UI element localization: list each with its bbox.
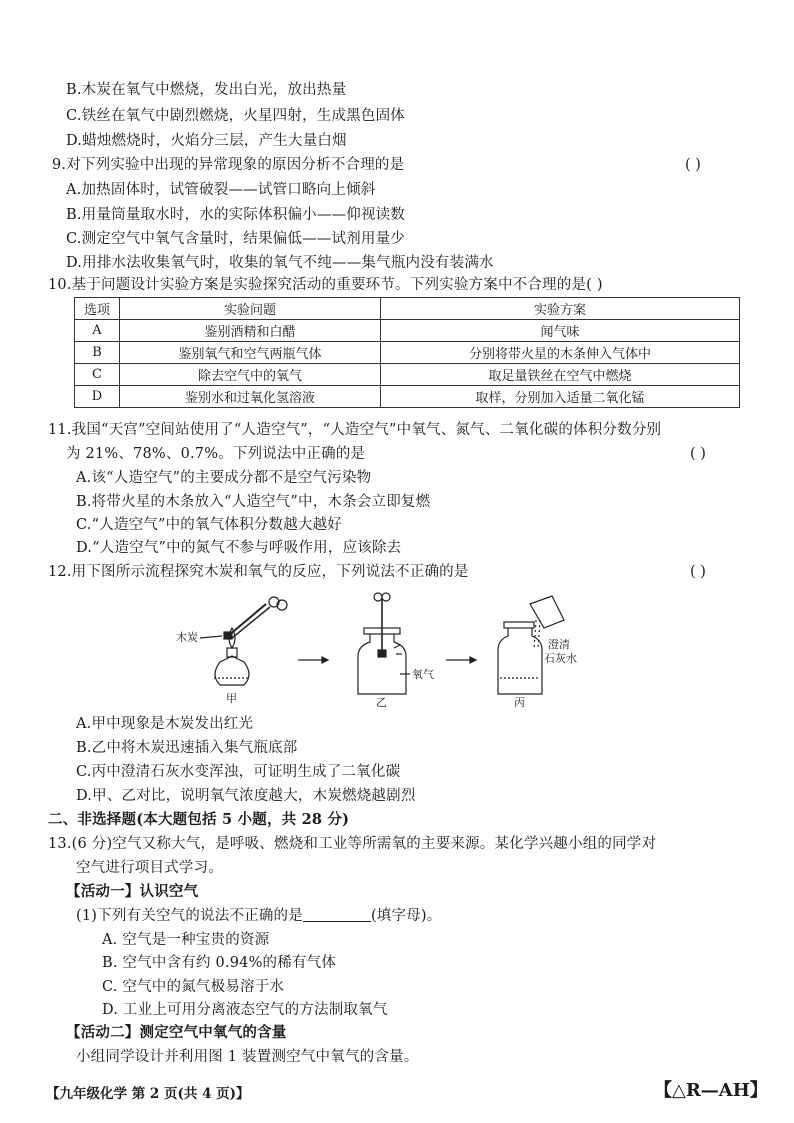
table-row bbox=[75, 364, 740, 386]
table-cell: 鉴别氧气和空气两瓶气体 bbox=[120, 342, 381, 364]
q11-option-a: A.该“人造空气”的主要成分都不是空气污染物 bbox=[76, 470, 372, 486]
q11-answer-paren: ( ) bbox=[690, 446, 706, 462]
q10-stem: 10.基于问题设计实验方案是实验探究活动的重要环节。下列实验方案中不合理的是( ) bbox=[48, 277, 603, 293]
q10-table bbox=[74, 297, 740, 408]
q9-option-b: B.用量筒量取水时，水的实际体积偏小——仰视读数 bbox=[66, 207, 406, 223]
q11-option-b: B.将带火星的木条放入“人造空气”中，木条会立即复燃 bbox=[76, 494, 431, 510]
q13-activity-1: 【活动一】认识空气 bbox=[66, 883, 199, 900]
figure-label-yi: 乙 bbox=[376, 697, 387, 709]
section-2-title: 二、非选择题(本大题包括 5 小题，共 28 分) bbox=[48, 811, 350, 828]
q9-stem: 9.对下列实验中出现的异常现象的原因分析不合理的是 bbox=[52, 157, 405, 173]
table-cell: D bbox=[75, 386, 120, 408]
q13-activity-2: 【活动二】测定空气中氧气的含量 bbox=[66, 1024, 287, 1041]
q10-header-problem: 实验问题 bbox=[120, 298, 381, 320]
table-row bbox=[75, 386, 740, 408]
limewater-label-line1: 澄清 bbox=[548, 639, 570, 651]
table-row bbox=[75, 320, 740, 342]
table-cell: C bbox=[75, 364, 120, 386]
q13-option-a: A. 空气是一种宝贵的资源 bbox=[102, 932, 270, 948]
footer-page-info: 【九年级化学 第 2 页(共 4 页)】 bbox=[46, 1086, 250, 1102]
q11-option-c: C.“人造空气”中的氧气体积分数越大越好 bbox=[76, 517, 343, 533]
q13-sub1-prefix: (1)下列有关空气的说法不正确的是 bbox=[76, 908, 303, 924]
q12-option-d: D.甲、乙对比，说明氧气浓度越大，木炭燃烧越剧烈 bbox=[76, 788, 416, 804]
limewater-label-line2: 石灰水 bbox=[544, 653, 577, 665]
q13-design-text: 小组同学设计并利用图 1 装置测空气中氧气的含量。 bbox=[76, 1049, 419, 1065]
q9-answer-paren: ( ) bbox=[685, 157, 701, 173]
q12-option-a: A.甲中现象是木炭发出红光 bbox=[76, 716, 254, 732]
q13-stem-line1: 13.(6 分)空气又称大气，是呼吸、燃烧和工业等所需氧的主要来源。某化学兴趣小组的同学对 bbox=[48, 836, 657, 852]
table-cell: 鉴别水和过氧化氢溶液 bbox=[120, 386, 381, 408]
charcoal-label: 木炭 bbox=[176, 632, 198, 644]
q12-experiment-figure bbox=[170, 590, 610, 710]
table-row bbox=[75, 342, 740, 364]
table-cell: 分别将带火星的木条伸入气体中 bbox=[381, 342, 740, 364]
oxygen-label: 氧气 bbox=[412, 669, 434, 681]
q13-answer-blank[interactable] bbox=[303, 907, 371, 922]
arrow-right-icon bbox=[446, 657, 476, 663]
figure-label-bing: 丙 bbox=[514, 697, 525, 709]
alcohol-lamp-apparatus bbox=[200, 597, 287, 685]
table-cell: 鉴别酒精和白醋 bbox=[120, 320, 381, 342]
q13-option-c: C. 空气中的氮气极易溶于水 bbox=[102, 979, 285, 995]
q8-option-c: C.铁丝在氧气中剧烈燃烧，火星四射，生成黑色固体 bbox=[66, 108, 405, 124]
q8-option-d: D.蜡烛燃烧时，火焰分三层，产生大量白烟 bbox=[66, 133, 347, 149]
arrow-right-icon bbox=[298, 657, 328, 663]
q13-option-d: D. 工业上可用分离液态空气的方法制取氧气 bbox=[102, 1002, 388, 1018]
q12-answer-paren: ( ) bbox=[690, 564, 706, 580]
q13-stem-line2: 空气进行项目式学习。 bbox=[76, 860, 223, 876]
q10-header-option: 选项 bbox=[75, 298, 120, 320]
q9-option-d: D.用排水法收集氧气时，收集的氧气不纯——集气瓶内没有装满水 bbox=[66, 255, 494, 271]
table-cell: B bbox=[75, 342, 120, 364]
q13-option-b: B. 空气中含有约 0.94%的稀有气体 bbox=[102, 955, 337, 971]
q10-table-header-row bbox=[75, 298, 740, 320]
table-cell: A bbox=[75, 320, 120, 342]
q13-sub1-question bbox=[76, 906, 441, 926]
q9-option-c: C.测定空气中氧气含量时，结果偏低——试剂用量少 bbox=[66, 231, 405, 247]
q12-stem: 12.用下图所示流程探究木炭和氧气的反应，下列说法不正确的是 bbox=[48, 564, 469, 580]
table-cell: 除去空气中的氧气 bbox=[120, 364, 381, 386]
gas-bottle-apparatus bbox=[358, 593, 410, 694]
table-cell: 取足量铁丝在空气中燃烧 bbox=[381, 364, 740, 386]
table-cell: 取样，分别加入适量二氧化锰 bbox=[381, 386, 740, 408]
figure-label-jia: 甲 bbox=[226, 693, 237, 705]
q11-stem-line2: 为 21%、78%、0.7%。下列说法中正确的是 bbox=[66, 446, 366, 462]
q9-option-a: A.加热固体时，试管破裂——试管口略向上倾斜 bbox=[66, 182, 376, 198]
q13-sub1-suffix: (填字母)。 bbox=[370, 908, 442, 924]
q12-option-c: C.丙中澄清石灰水变浑浊，可证明生成了二氧化碳 bbox=[76, 764, 401, 780]
q10-header-plan: 实验方案 bbox=[381, 298, 740, 320]
q8-option-b: B.木炭在氧气中燃烧，发出白光，放出热量 bbox=[66, 82, 347, 98]
table-cell: 闻气味 bbox=[381, 320, 740, 342]
q12-option-b: B.乙中将木炭迅速插入集气瓶底部 bbox=[76, 740, 298, 756]
q11-option-d: D.“人造空气”中的氮气不参与呼吸作用，应该除去 bbox=[76, 540, 402, 556]
footer-code: 【△R—AH】 bbox=[654, 1080, 768, 1101]
q11-stem-line1: 11.我国“天宫”空间站使用了“人造空气”，“人造空气”中氧气、氮气、二氧化碳的体积分数分别 bbox=[48, 422, 662, 438]
